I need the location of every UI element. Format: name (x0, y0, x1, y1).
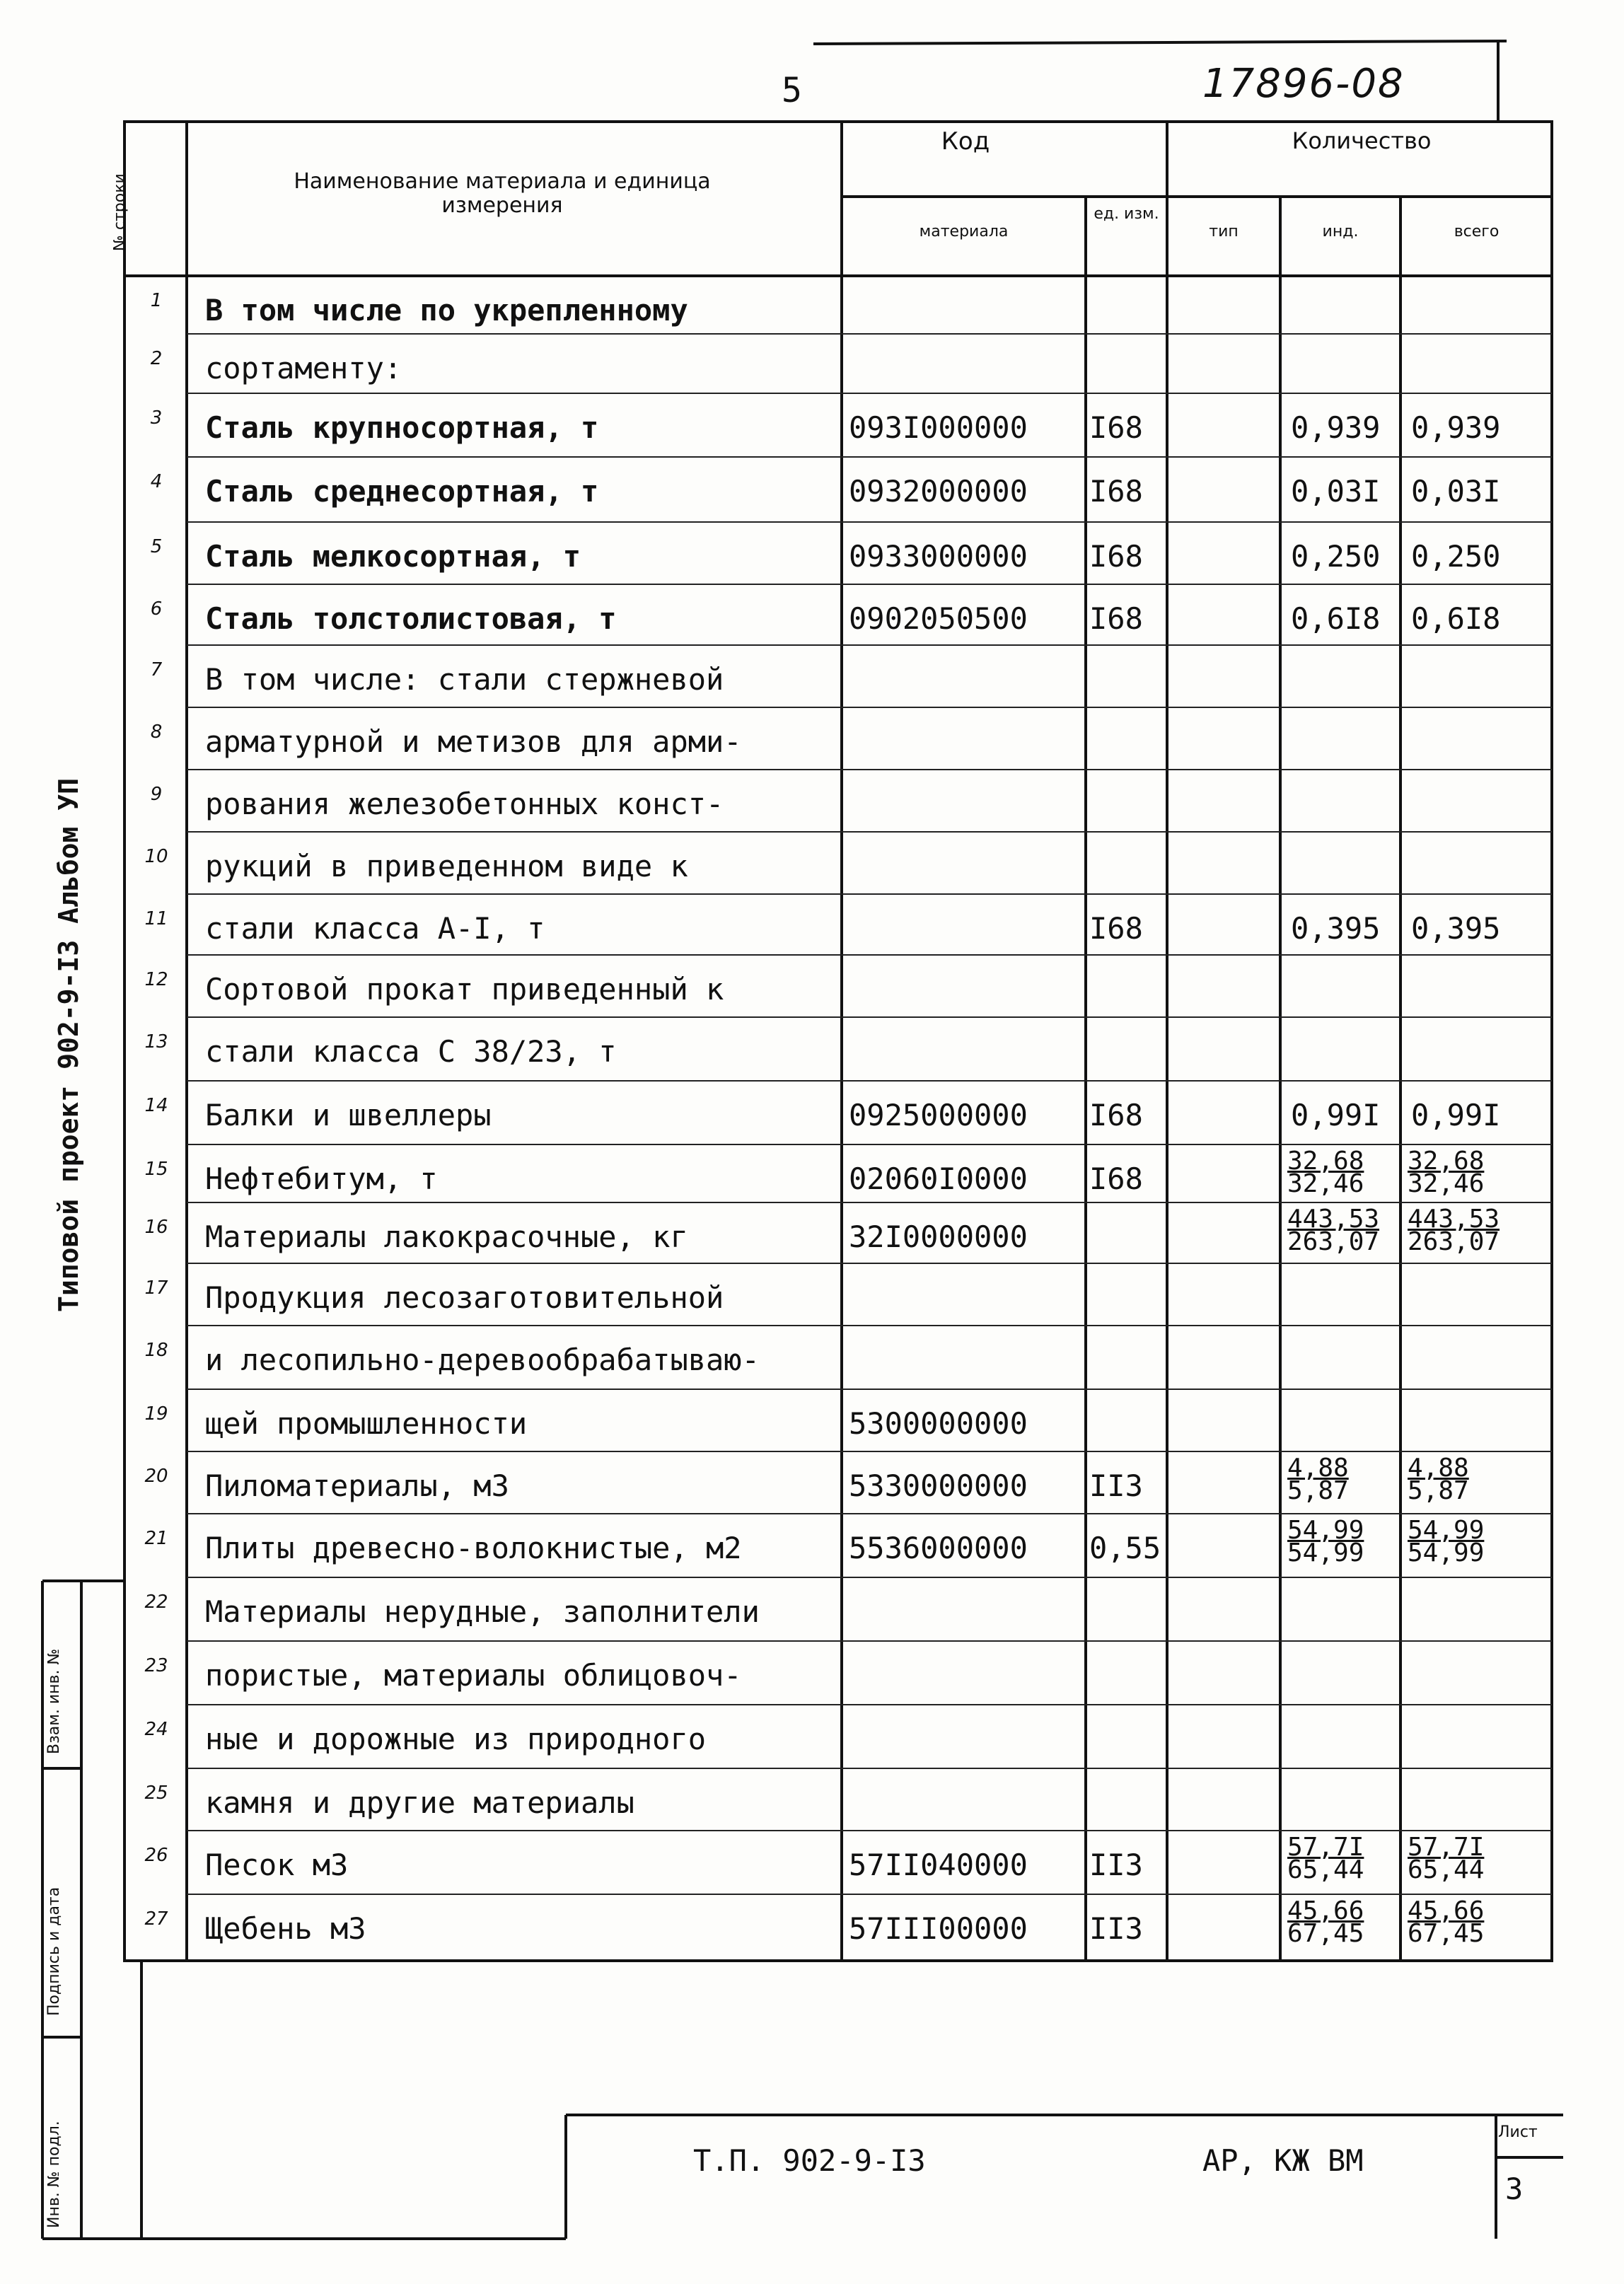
side-label-inv-orig: Инв. № подл. (45, 2121, 63, 2228)
row-number: 16 (144, 1217, 168, 1238)
fraction-bottom: 263,07 (1287, 1227, 1380, 1256)
qty-total: 0,99I (1411, 1098, 1501, 1132)
unit-code: II3 (1089, 1468, 1143, 1503)
qty-tot-fraction (1408, 1147, 1485, 1198)
material-name: арматурной и метизов для арми- (205, 724, 742, 759)
fraction-bottom: 67,45 (1287, 1919, 1364, 1948)
material-name: Сталь мелкосортная, т (205, 539, 581, 574)
material-code: 57II040000 (849, 1848, 1028, 1882)
row-number: 14 (144, 1095, 168, 1116)
fraction-bottom: 65,44 (1408, 1855, 1485, 1884)
row-number: 11 (144, 908, 168, 929)
material-name: Сталь среднесортная, т (205, 474, 599, 509)
header-code-unit: ед. изм. (1094, 205, 1159, 223)
fraction-top: 443,53 (1408, 1205, 1500, 1234)
unit-code: I68 (1089, 601, 1143, 636)
unit-code: I68 (1089, 911, 1143, 946)
material-name: сортаменту: (205, 351, 402, 386)
qty-total: 0,03I (1411, 474, 1501, 509)
fraction-bottom: 67,45 (1408, 1919, 1485, 1948)
header-name: Наименование материала и единица измерения (294, 169, 711, 218)
stamp-sheet-number: 3 (1505, 2172, 1524, 2206)
fraction-top: 45,66 (1408, 1896, 1485, 1925)
row-number: 10 (144, 846, 168, 867)
material-code: 5536000000 (849, 1531, 1028, 1565)
row-number: 17 (144, 1277, 168, 1299)
material-name: Материалы лакокрасочные, кг (205, 1219, 688, 1254)
row-number: 24 (144, 1719, 168, 1740)
fraction-top: 45,66 (1287, 1896, 1364, 1925)
material-name: Сталь крупносортная, т (205, 410, 599, 445)
fraction-top: 54,99 (1408, 1516, 1485, 1545)
material-name: и лесопильно-деревообрабатываю- (205, 1343, 760, 1377)
qty-tot-fraction (1408, 1833, 1485, 1884)
material-code: 0932000000 (849, 474, 1028, 509)
qty-ind-fraction (1287, 1896, 1364, 1948)
material-code: 57III00000 (849, 1911, 1028, 1946)
material-code: 0925000000 (849, 1098, 1028, 1132)
material-name: щей промышленности (205, 1406, 528, 1441)
qty-ind: 0,939 (1291, 410, 1381, 445)
fraction-bottom: 54,99 (1408, 1538, 1485, 1567)
row-number: 25 (144, 1782, 168, 1804)
fraction-bottom: 32,46 (1408, 1169, 1485, 1198)
material-name: рукций в приведенном виде к (205, 849, 688, 883)
material-name: камня и другие материалы (205, 1785, 634, 1820)
unit-code: 0,55 (1089, 1531, 1161, 1565)
material-code: 5300000000 (849, 1406, 1028, 1441)
qty-ind: 0,395 (1291, 911, 1381, 946)
fraction-bottom: 263,07 (1408, 1227, 1500, 1256)
fraction-bottom: 54,99 (1287, 1538, 1364, 1567)
row-number: 27 (144, 1908, 168, 1930)
header-quantity: Количество (1292, 127, 1432, 154)
stamp-project-code: Т.П. 902-9-I3 (693, 2143, 926, 2178)
row-number: 23 (144, 1655, 168, 1676)
qty-ind: 0,250 (1291, 539, 1381, 574)
row-number: 15 (144, 1159, 168, 1180)
side-title: Типовой проект 902-9-I3 Альбом УП (53, 778, 84, 1312)
qty-ind-fraction (1287, 1147, 1364, 1198)
row-number: 4 (150, 471, 163, 492)
material-name: ные и дорожные из природного (205, 1722, 707, 1756)
row-number: 20 (144, 1466, 168, 1487)
qty-ind: 0,6I8 (1291, 601, 1381, 636)
side-label-sign-date: Подпись и дата (45, 1886, 63, 2016)
row-number: 18 (144, 1340, 168, 1361)
row-number: 9 (150, 784, 163, 805)
material-name: Нефтебитум, т (205, 1161, 438, 1196)
qty-ind: 0,03I (1291, 474, 1381, 509)
unit-code: I68 (1089, 1161, 1143, 1196)
material-name: Плиты древесно-волокнистые, м2 (205, 1531, 742, 1565)
material-name: Песок м3 (205, 1848, 349, 1882)
unit-code: I68 (1089, 474, 1143, 509)
material-name: стали класса С 38/23, т (205, 1034, 617, 1069)
material-name: Материалы нерудные, заполнители (205, 1594, 760, 1629)
fraction-top: 32,68 (1287, 1147, 1364, 1176)
fraction-top: 4,88 (1408, 1454, 1469, 1483)
material-name: Продукция лесозаготовительной (205, 1280, 724, 1315)
material-code: 093I000000 (849, 410, 1028, 445)
stamp-sheet-label: Лист (1498, 2123, 1538, 2141)
row-number: 2 (150, 348, 163, 369)
qty-tot-fraction (1408, 1516, 1485, 1567)
row-number: 8 (150, 721, 163, 743)
unit-code: II3 (1089, 1848, 1143, 1882)
qty-total: 0,250 (1411, 539, 1501, 574)
row-number: 13 (144, 1031, 168, 1053)
header-code: Код (941, 127, 990, 156)
page-number: 5 (782, 71, 802, 110)
unit-code: I68 (1089, 539, 1143, 574)
qty-tot-fraction (1408, 1454, 1469, 1505)
unit-code: I68 (1089, 410, 1143, 445)
document-code: 17896-08 (1202, 61, 1405, 107)
stamp-section: АР, КЖ ВМ (1202, 2143, 1364, 2178)
row-number: 22 (144, 1592, 168, 1613)
fraction-top: 4,88 (1287, 1454, 1349, 1483)
qty-tot-fraction (1408, 1896, 1485, 1948)
material-code: 32I0000000 (849, 1219, 1028, 1254)
header-qty-ind: инд. (1322, 223, 1359, 240)
fraction-top: 57,7I (1408, 1833, 1485, 1862)
fraction-bottom: 5,87 (1287, 1476, 1349, 1505)
qty-total: 0,395 (1411, 911, 1501, 946)
row-number: 19 (144, 1403, 168, 1425)
side-label-inv-sub: Взам. инв. № (45, 1648, 63, 1754)
qty-ind-fraction (1287, 1833, 1364, 1884)
material-name: Щебень м3 (205, 1911, 366, 1946)
qty-ind-fraction (1287, 1205, 1380, 1256)
row-number: 7 (150, 659, 163, 680)
material-name: В том числе по укрепленному (205, 293, 688, 327)
qty-tot-fraction (1408, 1205, 1500, 1256)
row-number: 12 (144, 969, 168, 990)
row-number: 6 (150, 598, 163, 620)
fraction-top: 32,68 (1408, 1147, 1485, 1176)
fraction-bottom: 32,46 (1287, 1169, 1364, 1198)
material-name: пористые, материалы облицовоч- (205, 1658, 742, 1693)
row-number: 3 (150, 407, 163, 429)
material-name: Сталь толстолистовая, т (205, 601, 617, 636)
row-number: 5 (150, 536, 163, 557)
material-name: В том числе: стали стержневой (205, 662, 724, 697)
header-qty-type: тип (1209, 223, 1239, 240)
fraction-bottom: 5,87 (1408, 1476, 1469, 1505)
material-code: 02060I0000 (849, 1161, 1028, 1196)
row-number: 26 (144, 1845, 168, 1866)
material-code: 0933000000 (849, 539, 1028, 574)
header-row-number: № строки (111, 173, 129, 251)
fraction-top: 443,53 (1287, 1205, 1380, 1234)
unit-code: II3 (1089, 1911, 1143, 1946)
row-number: 21 (144, 1528, 168, 1549)
fraction-top: 57,7I (1287, 1833, 1364, 1862)
qty-ind-fraction (1287, 1516, 1364, 1567)
fraction-bottom: 65,44 (1287, 1855, 1364, 1884)
qty-ind-fraction (1287, 1454, 1349, 1505)
qty-total: 0,6I8 (1411, 601, 1501, 636)
fraction-top: 54,99 (1287, 1516, 1364, 1545)
row-number: 1 (150, 290, 163, 311)
material-name: рования железобетонных конст- (205, 787, 724, 821)
material-name: Балки и швеллеры (205, 1098, 492, 1132)
material-name: Сортовой прокат приведенный к (205, 972, 724, 1007)
material-name: Пиломатериалы, м3 (205, 1468, 509, 1503)
header-code-material: материала (919, 223, 1009, 240)
material-code: 0902050500 (849, 601, 1028, 636)
unit-code: I68 (1089, 1098, 1143, 1132)
header-qty-total: всего (1454, 223, 1500, 240)
material-code: 5330000000 (849, 1468, 1028, 1503)
material-name: стали класса А-I, т (205, 911, 545, 946)
qty-ind: 0,99I (1291, 1098, 1381, 1132)
qty-total: 0,939 (1411, 410, 1501, 445)
